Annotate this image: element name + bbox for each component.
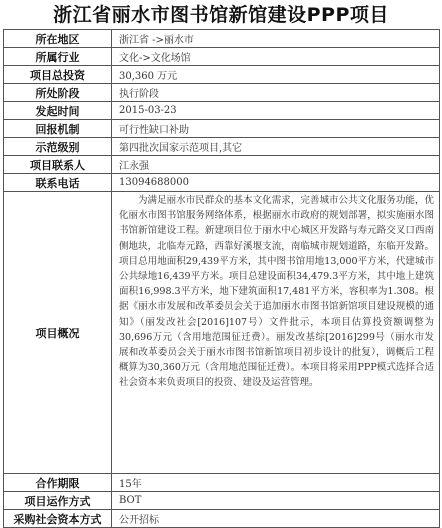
row-value: 执行阶段 xyxy=(112,84,440,102)
overview-text: 为满足丽水市民群众的基本文化需求，完善城市公共文化服务功能，优化丽水市图书馆服务网络体系，根据丽水市政府的规划部署，拟实施丽水图书馆新馆建设工程。新建项目位于丽水中心城区开发路与寿元路交叉口西南侧地块，北临寿元路，西靠好溪堰支流，南临城市规划道路，东临开发路。项目总用地面积29,439平方米，其中图书馆用地13,000平方米，代建城市公共绿地16,439平方米。项目总建设面积34,479.3平方米，其中地上建筑面积16,998.3平方米，地下建筑面积17,481平方米，容积率为1.308。根据《丽水市发展和改革委员会关于追加丽水市图书馆新馆项目建设规模的通知》（丽发改社会[2016]107号）文件批示，本项目估算投资额调整为30,696万元（含用地范围征迁费）。丽发改基综[2016]299号（丽水市发展和改革委员会关于丽水市图书馆新馆项目初步设计的批复），调概后工程概算为30,360万元（含用地范围征迁费）。本项目将采用PPP模式选择合适社会资本来负责项目的投资、建设及运营管理。 xyxy=(112,192,440,474)
row-value: BOT xyxy=(112,492,440,510)
row-label: 回报机制 xyxy=(4,120,112,138)
row-label: 所处阶段 xyxy=(4,84,112,102)
row-label: 项目运作方式 xyxy=(4,492,112,510)
table-row xyxy=(4,174,440,192)
table-row xyxy=(4,510,440,528)
table-row xyxy=(4,120,440,138)
table-row xyxy=(4,138,440,156)
row-value: 公开招标 xyxy=(112,510,440,528)
table-row xyxy=(4,30,440,48)
row-label: 项目总投资 xyxy=(4,66,112,84)
row-value: 可行性缺口补助 xyxy=(112,120,440,138)
row-label: 所在地区 xyxy=(4,30,112,48)
row-label: 合作期限 xyxy=(4,474,112,492)
row-value: 13094688000 xyxy=(112,174,440,192)
table-row xyxy=(4,48,440,66)
row-label: 示范级别 xyxy=(4,138,112,156)
row-label: 发起时间 xyxy=(4,102,112,120)
row-value: 2015-03-23 xyxy=(112,102,440,120)
row-label: 采购社会资本方式 xyxy=(4,510,112,528)
table-row xyxy=(4,84,440,102)
row-value: 15年 xyxy=(112,474,440,492)
table-row xyxy=(4,66,440,84)
row-value: 30,360 万元 xyxy=(112,66,440,84)
table-row xyxy=(4,492,440,510)
page-title: 浙江省丽水市图书馆新馆建设PPP项目 xyxy=(53,4,389,26)
row-value: 浙江省 ->丽水市 xyxy=(112,30,440,48)
row-label: 联系电话 xyxy=(4,174,112,192)
table-row xyxy=(4,102,440,120)
table-row-overview xyxy=(4,192,440,474)
row-value: 文化->文化场馆 xyxy=(112,48,440,66)
row-value: 江永强 xyxy=(112,156,440,174)
table-row xyxy=(4,474,440,492)
row-label: 项目联系人 xyxy=(4,156,112,174)
project-info-table xyxy=(3,29,440,528)
overview-label: 项目概况 xyxy=(4,192,112,474)
table-row xyxy=(4,156,440,174)
row-label: 所属行业 xyxy=(4,48,112,66)
row-value: 第四批次国家示范项目,其它 xyxy=(112,138,440,156)
